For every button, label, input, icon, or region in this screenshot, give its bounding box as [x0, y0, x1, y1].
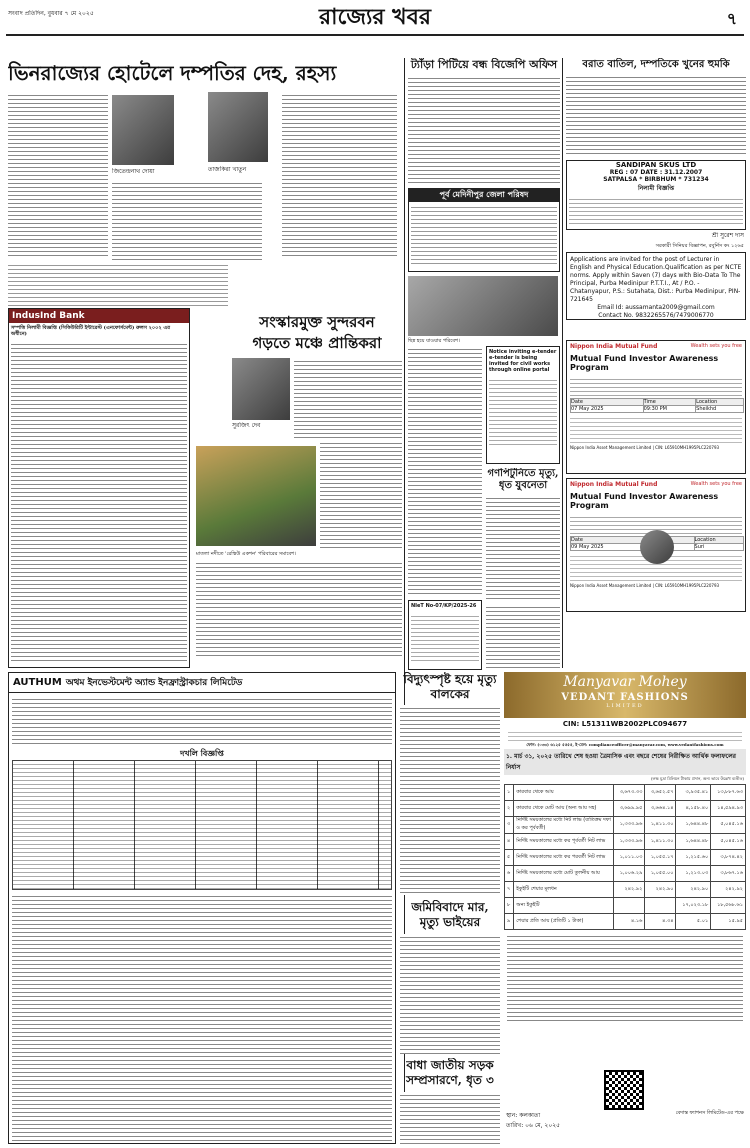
- results-serial: ৮: [505, 898, 514, 914]
- results-value: ৩,৯৩৫.৪১: [676, 785, 711, 801]
- office-photo-caption: ছিন্ন হয়ে যাওয়ার পরিবেশ।: [408, 338, 460, 344]
- land-dispute-body: [400, 934, 500, 1054]
- results-row: [505, 785, 746, 801]
- results-label: কারবার থেকে মোট আয় (অন্য আয় সহ): [514, 801, 614, 817]
- results-serial: ৫: [505, 850, 514, 866]
- e-tender-body: [489, 377, 557, 447]
- results-value: ৫,০৪৫.১৬: [711, 834, 746, 850]
- firm-addr: SATPALSA * BIRBHUM * 731234: [603, 176, 709, 183]
- sundarban-headline-2: গড়তে মঞ্চে প্রান্তিকরা: [252, 334, 382, 352]
- results-unit: (লক্ষ মুদ্রা মিলিয়ন টাকায় প্রদান, অন্য ভাবে উল্লেখ ব্যতীত): [650, 776, 744, 781]
- results-label: কারবার থেকে আয়: [514, 785, 614, 801]
- firm-notice-label: নিলামী বিজ্ঞপ্তি: [637, 185, 675, 192]
- results-label: শেয়ার প্রতি আয় (প্রতিটি ১ টাকা): [514, 914, 614, 930]
- firm-notice-body: [569, 196, 743, 224]
- results-value: ১৪,৫৯৪.৯৩: [711, 801, 746, 817]
- results-value: ৩,৮৬৭.১৬: [711, 866, 746, 882]
- results-value: ১,৩৩৩.৯৬: [614, 817, 645, 834]
- results-label: নির্দিষ্ট সময়কালের মধ্যে নিট লাভ (ব্যতিক্রম দফা ও কর পূর্ববর্তী): [514, 817, 614, 834]
- results-row: [505, 834, 746, 850]
- results-value: ১,৬৪৪.৪৮: [676, 817, 711, 834]
- results-value: ২৪২.৯২: [711, 882, 746, 898]
- results-value: ১,২১৩.০৩: [676, 866, 711, 882]
- lead-body-col-3: [282, 92, 397, 257]
- results-value: ৪.৩৪: [645, 914, 676, 930]
- victim-photo-2: [208, 92, 268, 162]
- authum-title: অথম ইনভেস্টমেন্ট অ্যান্ড ইনফ্রাস্ট্রাকচার লিমিটেড: [65, 678, 243, 688]
- results-value: ৫,০৪৫.১৬: [711, 817, 746, 834]
- results-value: ৩,৬৬৪.১৪: [645, 801, 676, 817]
- results-value: ১,৪১১.৩০: [645, 834, 676, 850]
- section-title: রাজ্যের খবর: [319, 4, 431, 30]
- rally-caption: মাতলা নদীতে 'রেস্কিউ একশন' পরিবারের সমাবেশ।: [196, 551, 296, 557]
- results-serial: ১: [505, 785, 514, 801]
- lead-headline: ভিনরাজ্যের হোটেলে দম্পতির দেহ, রহস্য: [8, 61, 337, 85]
- zilla-parishad-body: [411, 204, 557, 266]
- results-value: ২৪২.৯২: [614, 882, 645, 898]
- nippon-tagline: Wealth sets you free: [690, 481, 742, 487]
- nippon-col-location: Location: [694, 537, 743, 544]
- tender-notice-2: [408, 600, 482, 670]
- results-label: ইকুইটি শেয়ার মূলধন: [514, 882, 614, 898]
- indusind-title: সম্পত্তি নিলামী বিজ্ঞপ্তি (সিকিউরিটি ইন্টারেস্ট (এনফোর্সমেন্ট) রুলস ২০০২ এর অধীনে): [11, 325, 170, 337]
- nippon-logo: Nippon India Mutual Fund: [570, 481, 658, 488]
- photo-caption-2: তাজকিরা খাতুন: [208, 166, 247, 173]
- results-row: [505, 866, 746, 882]
- results-value: ১,৬৪৪.৪৮: [676, 834, 711, 850]
- results-value: ২৪২.৯০: [645, 882, 676, 898]
- nippon-date: 09 May 2025: [571, 544, 646, 551]
- vedant-limited: LIMITED: [606, 703, 644, 709]
- lead-body-col-2: [112, 180, 262, 260]
- lead-body-col-1: [8, 92, 108, 257]
- vedant-name: VEDANT FASHIONS: [561, 692, 689, 703]
- results-value: ৩,৬৭৩.৩৩: [614, 785, 645, 801]
- author-name: সুরজিৎ দেব: [232, 422, 261, 429]
- highway-headline: বাধা জাতীয় সড়ক সম্প্রসারণে, ধৃত ৩: [406, 1058, 494, 1087]
- electrocution-headline: বিদ্যুৎস্পৃষ্ট হয়ে মৃত্যু বালকের: [403, 672, 497, 701]
- nippon-time: 09:30 PM: [643, 406, 696, 413]
- column-rule: [562, 58, 563, 668]
- nippon-schedule: [570, 398, 744, 413]
- results-label: নির্দিষ্ট সময়কালের মধ্যে মোট তুলনীয় আয়: [514, 866, 614, 882]
- manyavar-logo: Manyavar Mohey: [563, 674, 687, 690]
- nippon-venue-body: [570, 415, 742, 443]
- sundarban-headline: সংস্কারমুক্ত সুন্দরবন: [259, 313, 375, 331]
- results-value: ১,৩৩৩.৯৬: [614, 834, 645, 850]
- nippon-location: Suri: [694, 544, 743, 551]
- electrocution-body: [400, 705, 500, 895]
- photo-caption-1: জিতেন্দ্রনাথ দোয়া: [112, 168, 155, 175]
- vedant-address: [508, 729, 742, 741]
- results-value: ৩,৬৫২.৫৭: [645, 785, 676, 801]
- nippon-date: 07 May 2025: [571, 406, 644, 413]
- results-value: ১৮,৫৬৮.৬১: [711, 898, 746, 914]
- signature-name: শ্রী সুরেশ দাস: [711, 232, 744, 239]
- results-label: অন্য ইকুইটি: [514, 898, 614, 914]
- victim-photo-1: [112, 95, 174, 165]
- authum-intro: [12, 696, 392, 746]
- indusind-body: [11, 341, 187, 661]
- vedant-cin: CIN: L51311WB2002PLC094677: [562, 720, 688, 728]
- mob-lynching-body: [486, 495, 560, 600]
- contract-body: [566, 74, 746, 154]
- results-title: ১. মার্চ ৩১, ২০২৫ তারিখে শেষ হওয়া ত্রৈমাসিক এবং বছরে শেষের নিরীক্ষিত আর্থিক ফলাফলের নির্যাস: [504, 749, 746, 775]
- mob-lynching-headline: গণপিটুনিতে মৃত্যু, ধৃত যুবনেতা: [487, 468, 559, 491]
- results-value: [614, 898, 645, 914]
- vedant-contact: ফোন: (০৩৩) ৬১২৫ ৫৫৫৫, ই-মেল: complianceofficer@manyavar.com, www.vedantfashions.com: [526, 742, 724, 747]
- results-signatory: বেদান্ত ফ্যাশনস লিমিটেড-এর পক্ষে: [675, 1110, 744, 1116]
- results-table: [504, 784, 746, 930]
- results-place: স্থান: কলকাতা: [506, 1112, 541, 1119]
- results-value: ২৪২.৯০: [676, 882, 711, 898]
- authum-subtitle: দখলি বিজ্ঞপ্তি: [180, 748, 224, 758]
- contract-headline: বরাত বাতিল, দম্পতিকে খুনের হুমকি: [582, 59, 730, 70]
- results-notes: [507, 933, 743, 1023]
- issue-date: সংবাদ প্রতিদিন, বুধবার ৭ মে ২০২৫: [8, 10, 94, 17]
- nippon-footer: Nippon India Asset Management Limited | CIN: L65910MH1995PLC220793: [570, 445, 720, 450]
- signature-role: সরকারী সিনিয়র বিজ্ঞাপন, রবুর্নিস কং ১২৬৫: [655, 243, 744, 249]
- bjp-headline: ট্যাঁড়া পিটিয়ে বন্ধ বিজেপি অফিস: [410, 58, 558, 71]
- results-date: তারিখ: ০৬ মে, ২০২৫: [506, 1122, 561, 1129]
- e-tender-text: Notice inviting e-tender e-tender is being invited for civil works through online portal: [489, 349, 557, 373]
- results-serial: ৭: [505, 882, 514, 898]
- office-photo: [408, 276, 558, 336]
- results-value: ১৭,০২৩.১৮: [676, 898, 711, 914]
- job-ad-email: Email Id: aussamanta2009@gmail.com: [597, 304, 715, 311]
- nippon-title: Mutual Fund Investor Awareness Program: [570, 492, 719, 510]
- results-value: ১,০১১.০৩: [614, 850, 645, 866]
- nippon-ad-1: [566, 340, 746, 474]
- nippon-tagline: Wealth sets you free: [690, 343, 742, 349]
- sundarban-body-1: [294, 358, 402, 438]
- authum-logo: AUTHUM: [13, 677, 62, 688]
- results-value: ১৫.৯৫: [711, 914, 746, 930]
- vedant-results-ad: [504, 672, 746, 1144]
- results-label: নির্দিষ্ট সময়কালের মধ্যে কর পরবর্তী নিট লাভ: [514, 850, 614, 866]
- e-tender-notice: [486, 346, 560, 464]
- results-row: [505, 850, 746, 866]
- sundarban-body-2: [320, 440, 402, 550]
- nippon-intro: [570, 376, 742, 396]
- results-value: ১,০৫৫.০০: [645, 866, 676, 882]
- results-value: ১,২১৫.৬০: [676, 850, 711, 866]
- bjp-body: [408, 75, 560, 185]
- results-value: ৩,৮৭৪.৪২: [711, 850, 746, 866]
- results-row: [505, 914, 746, 930]
- nippon-title: Mutual Fund Investor Awareness Program: [570, 354, 719, 372]
- results-serial: ২: [505, 801, 514, 817]
- mob-lynching-body-2: [486, 604, 560, 668]
- results-value: ৪.১৬: [614, 914, 645, 930]
- results-value: ১,০৫৫.১৭: [645, 850, 676, 866]
- bjp-body-2: [408, 346, 482, 596]
- firm-name: SANDIPAN SKUS LTD: [615, 161, 697, 169]
- results-serial: ৬: [505, 866, 514, 882]
- nippon-col-time: Time: [643, 399, 696, 406]
- results-serial: ৯: [505, 914, 514, 930]
- nippon-col-date: Date: [571, 537, 646, 544]
- results-serial: ৩: [505, 817, 514, 834]
- authum-table: [12, 760, 392, 890]
- results-row: [505, 801, 746, 817]
- results-value: ১৩,৮৮৭.৬৩: [711, 785, 746, 801]
- sundarban-body-3: [196, 560, 402, 658]
- highway-body: [400, 1092, 500, 1144]
- firm-reg: REG : 07 DATE : 31.12.2007: [609, 169, 703, 176]
- results-value: ৪,১৫৮.৪০: [676, 801, 711, 817]
- results-row: [505, 898, 746, 914]
- qr-code-icon: [604, 1070, 644, 1110]
- firm-notice: [566, 160, 746, 230]
- authum-notice: [8, 672, 396, 1144]
- results-value: ১,০০৬.২৯: [614, 866, 645, 882]
- results-row: [505, 882, 746, 898]
- header-rule: [6, 34, 744, 36]
- results-value: ৫.০১: [676, 914, 711, 930]
- indusind-notice: [8, 308, 190, 668]
- results-value: ৩,৬৯৯.৯৫: [614, 801, 645, 817]
- nippon-location: Sheikhd: [696, 406, 744, 413]
- rally-photo: [196, 446, 316, 546]
- job-ad-text: Applications are invited for the post of Lecturer in English and Physical Education.Qualification as per NCTE norms. Apply within Saven (7) days with Bio-Data To The Principal, Purba Medinipur P.T.T.I., At / P.O. - Chatanyapur, P.S.: Sutahata, Dist.: Purba Medinipur, PIN-721645: [570, 256, 742, 303]
- results-value: [645, 898, 676, 914]
- nippon-col-location: Location: [696, 399, 744, 406]
- results-value: ১,৪১১.৩০: [645, 817, 676, 834]
- results-label: নির্দিষ্ট সময়কালের মধ্যে কর পূর্ববর্তী নিট লাভ: [514, 834, 614, 850]
- tender-notice-2-body: [411, 613, 479, 663]
- nippon-col-date: Date: [571, 399, 644, 406]
- page-number: ৭: [726, 9, 738, 28]
- zilla-parishad-title: পূর্ব মেদিনীপুর জেলা পরিষদ: [409, 189, 559, 202]
- lead-body-bottom: [8, 262, 228, 307]
- results-row: [505, 817, 746, 834]
- author-photo: [232, 358, 290, 420]
- nippon-footer: Nippon India Asset Management Limited | CIN: L65910MH1995PLC220793: [570, 583, 720, 588]
- job-ad: [566, 252, 746, 320]
- indusind-logo: IndusInd Bank: [9, 309, 189, 323]
- zilla-parishad-notice: [408, 188, 560, 272]
- job-ad-contact: Contact No. 9832265576/7479006770: [598, 312, 714, 319]
- nippon-logo: Nippon India Mutual Fund: [570, 343, 658, 350]
- nippon-photo: [640, 530, 674, 564]
- authum-body: [12, 893, 392, 1143]
- tender-notice-2-title: NIeT No-07/KP/2025-26: [411, 603, 477, 609]
- results-serial: ৪: [505, 834, 514, 850]
- land-dispute-headline: জমিবিবাদে মার, মৃত্যু ভাইয়ের: [411, 900, 489, 929]
